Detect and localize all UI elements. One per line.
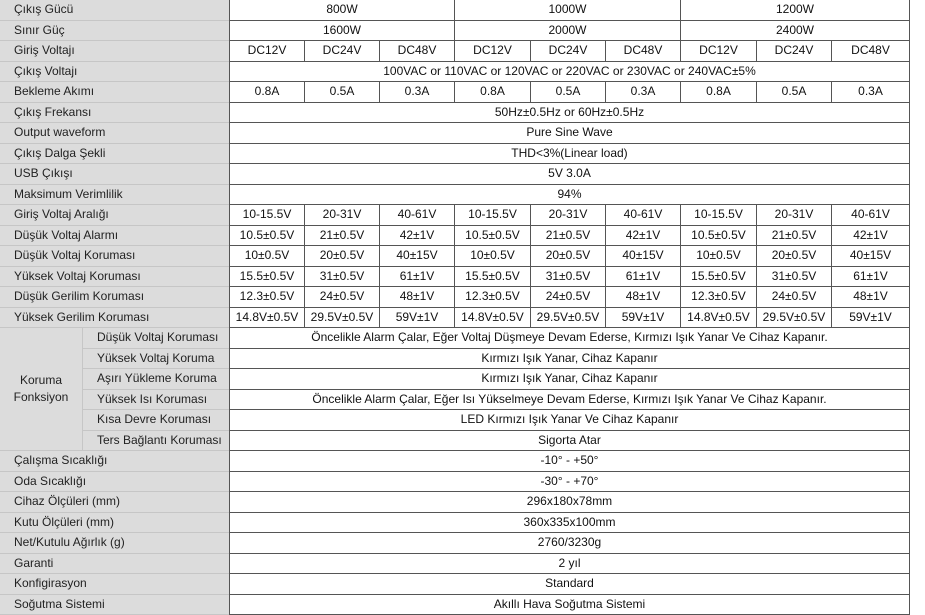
row-label: Çıkış Dalga Şekli — [0, 144, 229, 165]
value-cell: 20±0.5V — [305, 246, 380, 267]
protection-value: Öncelikle Alarm Çalar, Eğer Voltaj Düşmeye Devam Ederse, Kırmızı Işık Yanar Ve Cihaz Kapanır. — [229, 328, 910, 349]
value-cell: 14.8V±0.5V — [455, 308, 531, 329]
value-cell: 48±1V — [606, 287, 681, 308]
value-cell: -30° - +70° — [229, 472, 910, 493]
row-label: Garanti — [0, 554, 229, 575]
value-cell: 12.3±0.5V — [455, 287, 531, 308]
protection-value: Sigorta Atar — [229, 431, 910, 452]
protection-value: Kırmızı Işık Yanar, Cihaz Kapanır — [229, 369, 910, 390]
value-cell: 40±15V — [606, 246, 681, 267]
value-cell: 14.8V±0.5V — [681, 308, 757, 329]
protection-value: Kırmızı Işık Yanar, Cihaz Kapanır — [229, 349, 910, 370]
row-label: Çalışma Sıcaklığı — [0, 451, 229, 472]
value-cell: 1200W — [681, 0, 910, 21]
value-cell: 0.3A — [832, 82, 910, 103]
value-cell: 20±0.5V — [757, 246, 832, 267]
value-cell: 296x180x78mm — [229, 492, 910, 513]
value-cell: DC24V — [531, 41, 606, 62]
value-cell: 12.3±0.5V — [681, 287, 757, 308]
protection-label: Kısa Devre Koruması — [82, 410, 229, 431]
value-cell: 10±0.5V — [681, 246, 757, 267]
value-cell: 61±1V — [380, 267, 455, 288]
value-cell: 0.8A — [455, 82, 531, 103]
value-cell: 10.5±0.5V — [229, 226, 305, 247]
value-cell: 48±1V — [380, 287, 455, 308]
protection-label: Düşük Voltaj Koruması — [82, 328, 229, 349]
row-label: Giriş Voltajı — [0, 41, 229, 62]
row-label: Konfigirasyon — [0, 574, 229, 595]
value-cell: 0.8A — [681, 82, 757, 103]
value-cell: 0.5A — [305, 82, 380, 103]
value-cell: 40-61V — [832, 205, 910, 226]
value-cell: 42±1V — [606, 226, 681, 247]
value-cell: DC24V — [757, 41, 832, 62]
value-cell: 31±0.5V — [305, 267, 380, 288]
row-label: Düşük Gerilim Koruması — [0, 287, 229, 308]
value-cell: 24±0.5V — [757, 287, 832, 308]
row-label: Yüksek Gerilim Koruması — [0, 308, 229, 329]
value-cell: 94% — [229, 185, 910, 206]
row-label: Soğutma Sistemi — [0, 595, 229, 615]
value-cell: DC48V — [606, 41, 681, 62]
value-cell: 15.5±0.5V — [229, 267, 305, 288]
value-cell: 0.3A — [380, 82, 455, 103]
value-cell: 0.5A — [531, 82, 606, 103]
value-cell: 42±1V — [380, 226, 455, 247]
row-label: Çıkış Voltajı — [0, 62, 229, 83]
value-cell: 50Hz±0.5Hz or 60Hz±0.5Hz — [229, 103, 910, 124]
value-cell: 59V±1V — [380, 308, 455, 329]
value-cell: 1000W — [455, 0, 681, 21]
row-label: Bekleme Akımı — [0, 82, 229, 103]
value-cell: 24±0.5V — [531, 287, 606, 308]
value-cell: 61±1V — [606, 267, 681, 288]
value-cell: 59V±1V — [832, 308, 910, 329]
value-cell: 100VAC or 110VAC or 120VAC or 220VAC or 230VAC or 240VAC±5% — [229, 62, 910, 83]
value-cell: DC24V — [305, 41, 380, 62]
value-cell: 0.8A — [229, 82, 305, 103]
value-cell: 360x335x100mm — [229, 513, 910, 534]
value-cell: 2 yıl — [229, 554, 910, 575]
value-cell: 2000W — [455, 21, 681, 42]
value-cell: DC48V — [832, 41, 910, 62]
value-cell: 61±1V — [832, 267, 910, 288]
row-label: Yüksek Voltaj Koruması — [0, 267, 229, 288]
value-cell: DC48V — [380, 41, 455, 62]
value-cell: 20-31V — [757, 205, 832, 226]
protection-label: Aşırı Yükleme Koruma — [82, 369, 229, 390]
row-label: Oda Sıcaklığı — [0, 472, 229, 493]
value-cell: 21±0.5V — [531, 226, 606, 247]
value-cell: 10.5±0.5V — [681, 226, 757, 247]
row-label: Giriş Voltaj Aralığı — [0, 205, 229, 226]
row-label: Cihaz Ölçüleri (mm) — [0, 492, 229, 513]
value-cell: 10±0.5V — [229, 246, 305, 267]
value-cell: 10±0.5V — [455, 246, 531, 267]
value-cell: DC12V — [455, 41, 531, 62]
value-cell: 29.5V±0.5V — [305, 308, 380, 329]
row-label: Kutu Ölçüleri (mm) — [0, 513, 229, 534]
row-label: USB Çıkışı — [0, 164, 229, 185]
protection-value: Öncelikle Alarm Çalar, Eğer Isı Yükselmeye Devam Ederse, Kırmızı Işık Yanar Ve Cihaz Kapanır. — [229, 390, 910, 411]
value-cell: 15.5±0.5V — [681, 267, 757, 288]
value-cell: 40±15V — [832, 246, 910, 267]
value-cell: 1600W — [229, 21, 455, 42]
protection-label: Yüksek Isı Koruması — [82, 390, 229, 411]
value-cell: 21±0.5V — [305, 226, 380, 247]
protection-label: Ters Bağlantı Koruması — [82, 431, 229, 452]
row-label: Net/Kutulu Ağırlık (g) — [0, 533, 229, 554]
value-cell: 40±15V — [380, 246, 455, 267]
value-cell: 10-15.5V — [681, 205, 757, 226]
value-cell: DC12V — [681, 41, 757, 62]
value-cell: 800W — [229, 0, 455, 21]
value-cell: 12.3±0.5V — [229, 287, 305, 308]
value-cell: 20-31V — [531, 205, 606, 226]
value-cell: 10-15.5V — [455, 205, 531, 226]
value-cell: DC12V — [229, 41, 305, 62]
value-cell: 31±0.5V — [757, 267, 832, 288]
value-cell: 40-61V — [380, 205, 455, 226]
row-label: Maksimum Verimlilik — [0, 185, 229, 206]
value-cell: 48±1V — [832, 287, 910, 308]
value-cell: 31±0.5V — [531, 267, 606, 288]
row-label: Düşük Voltaj Koruması — [0, 246, 229, 267]
value-cell: -10° - +50° — [229, 451, 910, 472]
protection-label: Yüksek Voltaj Koruma — [82, 349, 229, 370]
value-cell: 59V±1V — [606, 308, 681, 329]
value-cell: 40-61V — [606, 205, 681, 226]
value-cell: 2760/3230g — [229, 533, 910, 554]
value-cell: 14.8V±0.5V — [229, 308, 305, 329]
row-label: Sınır Güç — [0, 21, 229, 42]
value-cell: Standard — [229, 574, 910, 595]
value-cell: 10.5±0.5V — [455, 226, 531, 247]
row-label: Düşük Voltaj Alarmı — [0, 226, 229, 247]
value-cell: 29.5V±0.5V — [531, 308, 606, 329]
value-cell: 0.5A — [757, 82, 832, 103]
value-cell: 24±0.5V — [305, 287, 380, 308]
value-cell: Pure Sine Wave — [229, 123, 910, 144]
value-cell: 42±1V — [832, 226, 910, 247]
value-cell: 20±0.5V — [531, 246, 606, 267]
value-cell: 15.5±0.5V — [455, 267, 531, 288]
row-label: Çıkış Frekansı — [0, 103, 229, 124]
protection-group-label: Koruma Fonksiyon — [0, 328, 82, 451]
row-label: Output waveform — [0, 123, 229, 144]
value-cell: Akıllı Hava Soğutma Sistemi — [229, 595, 910, 615]
row-label: Çıkış Gücü — [0, 0, 229, 21]
value-cell: 29.5V±0.5V — [757, 308, 832, 329]
value-cell: THD<3%(Linear load) — [229, 144, 910, 165]
value-cell: 0.3A — [606, 82, 681, 103]
protection-value: LED Kırmızı Işık Yanar Ve Cihaz Kapanır — [229, 410, 910, 431]
value-cell: 2400W — [681, 21, 910, 42]
value-cell: 21±0.5V — [757, 226, 832, 247]
value-cell: 10-15.5V — [229, 205, 305, 226]
value-cell: 20-31V — [305, 205, 380, 226]
value-cell: 5V 3.0A — [229, 164, 910, 185]
